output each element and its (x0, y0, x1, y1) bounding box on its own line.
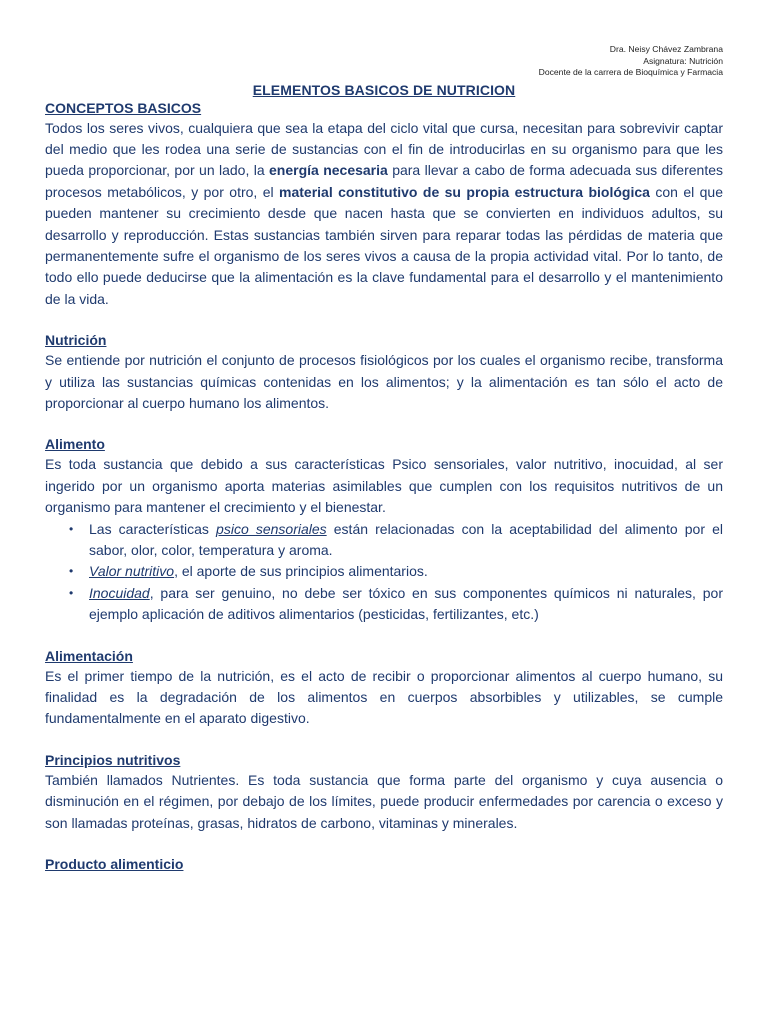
document-header (45, 44, 723, 79)
nutricion-paragraph: Se entiende por nutrición el conjunto de procesos fisiológicos por los cuales el organismo recibe, transforma y utiliza las sustancias químicas contenidas en los alimentos; y la alimentación es tan sólo el acto de proporcionar al cuerpo humano los alimentos. (45, 352, 723, 411)
text-run: , para ser genuino, no debe ser tóxico en sus componentes químicos ni naturales, por ejemplo aplicación de aditivos alimentarios (pesticidas, fertilizantes, etc.) (89, 584, 723, 623)
bullet-icon: • (69, 585, 74, 600)
role-line: Docente de la carrera de Bioquímica y Farmacia (538, 67, 723, 77)
alimento-bullet-list (45, 519, 723, 626)
term: psico sensoriales (216, 520, 327, 537)
document-title: ELEMENTOS BASICOS DE NUTRICION (252, 81, 516, 98)
section-heading-principios: Principios nutritivos (45, 751, 181, 768)
text-run: para llevar a cabo de forma adecuada sus diferentes procesos metabólicos, y por otro, el (45, 162, 724, 200)
text-run: , el aporte de sus principios alimentarios. (174, 563, 428, 580)
text-run: están relacionadas con la aceptabilidad del alimento por el sabor, olor, color, temperatura y aroma. (89, 520, 723, 558)
conceptos-paragraph (45, 118, 723, 311)
bullet-icon: • (69, 564, 74, 579)
principios-paragraph: También llamados Nutrientes. Es toda sustancia que forma parte del organismo y cuya ausencia o disminución en el régimen, por debajo de los límites, puede producir enfermedades por carencia o exceso y son llamadas proteínas, grasas, hidratos de carbono, vitaminas y minerales. (45, 771, 723, 831)
section-heading-nutricion: Nutrición (45, 332, 107, 349)
list-item (69, 519, 723, 562)
bold-run: material constitutivo de su propia estructura biológica (279, 183, 650, 200)
section-heading-conceptos: CONCEPTOS BASICOS (45, 99, 202, 116)
section-heading-alimentacion: Alimentación (45, 647, 133, 664)
bold-run: energía necesaria (269, 162, 388, 179)
subject-line: Asignatura: Nutrición (643, 55, 723, 66)
term: Valor nutritivo (89, 563, 175, 580)
alimento-paragraph: Es toda sustancia que debido a sus características Psico sensoriales, valor nutritivo, inocuidad, al ser ingerido por un organismo aporta materias asimilables que cumplen con los requisitos nutritivos de un organismo para mantener el crecimiento y el bienestar. (45, 456, 723, 516)
text-run: Las características (89, 520, 217, 537)
section-heading-alimento: Alimento (45, 436, 105, 453)
list-item (69, 561, 723, 582)
alimentacion-paragraph: Es el primer tiempo de la nutrición, es el acto de recibir o proporcionar alimentos al cuerpo humano, su finalidad es la degradación de los alimentos en cuerpos absorbibles y utilizables, se cumple fundamentalmente en el aparato digestivo. (45, 667, 723, 727)
author-line: Dra. Neisy Chávez Zambrana (609, 44, 723, 54)
bullet-icon: • (69, 521, 74, 536)
term: Inocuidad (89, 584, 150, 601)
section-heading-producto: Producto alimenticio (45, 856, 184, 873)
text-run: con el que pueden mantener su crecimiento desde que nacen hasta que se convierten en individuos adultos, su desarrollo y reproducción. Estas sustancias también sirven para reparar todas las pérdidas de materia que permanentemente sufre el organismo de los seres vivos a causa de la propia actividad vital. Por lo tanto, de todo ello puede deducirse que la alimentación es la clave fundamental para el desarrollo y el mantenimiento de la vida. (45, 183, 723, 307)
text-run: Todos los seres vivos, cualquiera que sea la etapa del ciclo vital que cursa, necesitan para sobrevivir captar del medio que les rodea una serie de sustancias con el fin de introducirlas en su organismo para que les pueda proporcionar, por un lado, la (45, 119, 723, 179)
list-item (69, 583, 723, 626)
